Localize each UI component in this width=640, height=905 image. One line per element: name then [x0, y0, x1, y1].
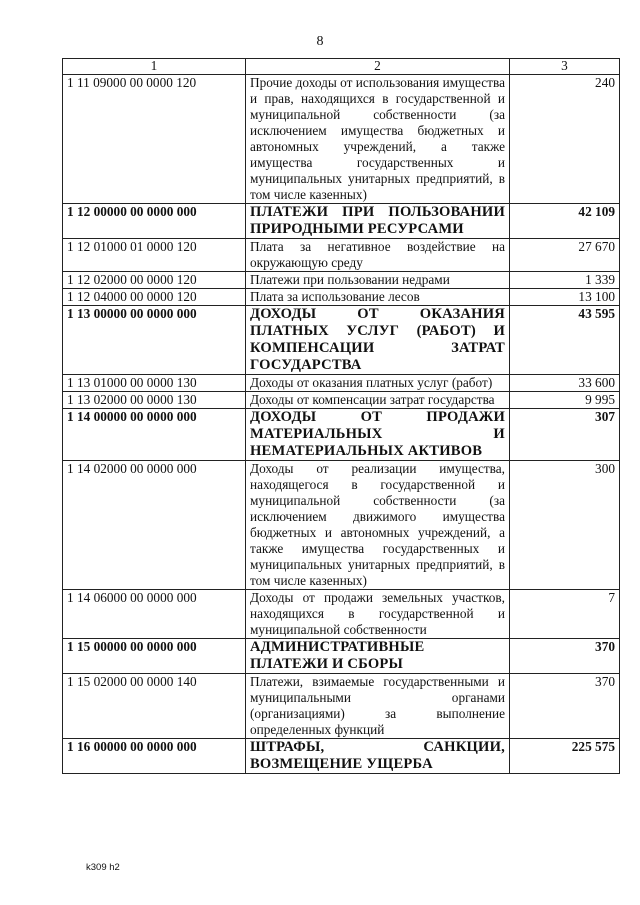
table-row	[63, 306, 620, 375]
budget-code: 1 13 02000 00 0000 130	[63, 392, 246, 409]
budget-code: 1 12 04000 00 0000 120	[63, 289, 246, 306]
budget-code: 1 12 01000 01 0000 120	[63, 239, 246, 272]
row-description: ШТРАФЫ, САНКЦИИ, ВОЗМЕЩЕНИЕ УЩЕРБА	[246, 739, 510, 774]
table-row	[63, 461, 620, 590]
footer-document-code: k309 h2	[86, 862, 120, 873]
budget-code: 1 14 02000 00 0000 000	[63, 461, 246, 590]
revenue-table	[62, 58, 620, 774]
row-amount: 240	[510, 75, 620, 204]
row-description: ПЛАТЕЖИ ПРИ ПОЛЬЗОВАНИИ ПРИРОДНЫМИ РЕСУРСАМИ	[246, 204, 510, 239]
row-description: АДМИНИСТРАТИВНЫЕ ПЛАТЕЖИ И СБОРЫ	[246, 639, 510, 674]
row-amount: 225 575	[510, 739, 620, 774]
budget-code: 1 14 06000 00 0000 000	[63, 590, 246, 639]
budget-code: 1 15 00000 00 0000 000	[63, 639, 246, 674]
budget-code: 1 13 01000 00 0000 130	[63, 375, 246, 392]
budget-code: 1 16 00000 00 0000 000	[63, 739, 246, 774]
row-description: Платежи, взимаемые государственными и муниципальными органами (организациями) за выполнение определенных функций	[246, 674, 510, 739]
row-description: Плата за использование лесов	[246, 289, 510, 306]
row-amount: 33 600	[510, 375, 620, 392]
table-body	[63, 75, 620, 774]
row-description: ДОХОДЫ ОТ ОКАЗАНИЯ ПЛАТНЫХ УСЛУГ (РАБОТ) И КОМПЕНСАЦИИ ЗАТРАТ ГОСУДАРСТВА	[246, 306, 510, 375]
row-amount: 9 995	[510, 392, 620, 409]
row-description: Доходы от оказания платных услуг (работ)	[246, 375, 510, 392]
table-row	[63, 409, 620, 461]
table-row	[63, 392, 620, 409]
table-row	[63, 289, 620, 306]
row-description: Платежи при пользовании недрами	[246, 272, 510, 289]
row-amount: 1 339	[510, 272, 620, 289]
column-header-code: 1	[63, 59, 246, 75]
row-amount: 300	[510, 461, 620, 590]
row-amount: 307	[510, 409, 620, 461]
table-row	[63, 272, 620, 289]
table-row	[63, 375, 620, 392]
budget-code: 1 14 00000 00 0000 000	[63, 409, 246, 461]
table-row	[63, 739, 620, 774]
table-row	[63, 639, 620, 674]
budget-code: 1 15 02000 00 0000 140	[63, 674, 246, 739]
table-row	[63, 239, 620, 272]
row-amount: 370	[510, 674, 620, 739]
row-amount: 27 670	[510, 239, 620, 272]
row-amount: 13 100	[510, 289, 620, 306]
column-header-description: 2	[246, 59, 510, 75]
column-header-amount: 3	[510, 59, 620, 75]
table-row	[63, 204, 620, 239]
row-amount: 43 595	[510, 306, 620, 375]
budget-code: 1 12 00000 00 0000 000	[63, 204, 246, 239]
table-header-row	[63, 59, 620, 75]
budget-code: 1 11 09000 00 0000 120	[63, 75, 246, 204]
row-description: Доходы от продажи земельных участков, находящихся в государственной и муниципальной собственности	[246, 590, 510, 639]
row-description: Прочие доходы от использования имущества и прав, находящихся в государственной и муниципальной собственности (за исключением имущества бюджетных и автономных учреждений, а также имущества государственных и муниципальных унитарных предприятий, в том числе казенных)	[246, 75, 510, 204]
table-row	[63, 590, 620, 639]
row-description: ДОХОДЫ ОТ ПРОДАЖИ МАТЕРИАЛЬНЫХ И НЕМАТЕРИАЛЬНЫХ АКТИВОВ	[246, 409, 510, 461]
page-number: 8	[316, 34, 324, 49]
row-amount: 42 109	[510, 204, 620, 239]
budget-code: 1 13 00000 00 0000 000	[63, 306, 246, 375]
table-row	[63, 674, 620, 739]
row-description: Доходы от реализации имущества, находящегося в государственной и муниципальной собственности (за исключением движимого имущества бюджетных и автономных учреждений, а также имущества государственных и муниципальных унитарных предприятий, в том числе казенных)	[246, 461, 510, 590]
table-row	[63, 75, 620, 204]
row-amount: 370	[510, 639, 620, 674]
row-amount: 7	[510, 590, 620, 639]
row-description: Доходы от компенсации затрат государства	[246, 392, 510, 409]
row-description: Плата за негативное воздействие на окружающую среду	[246, 239, 510, 272]
budget-code: 1 12 02000 00 0000 120	[63, 272, 246, 289]
